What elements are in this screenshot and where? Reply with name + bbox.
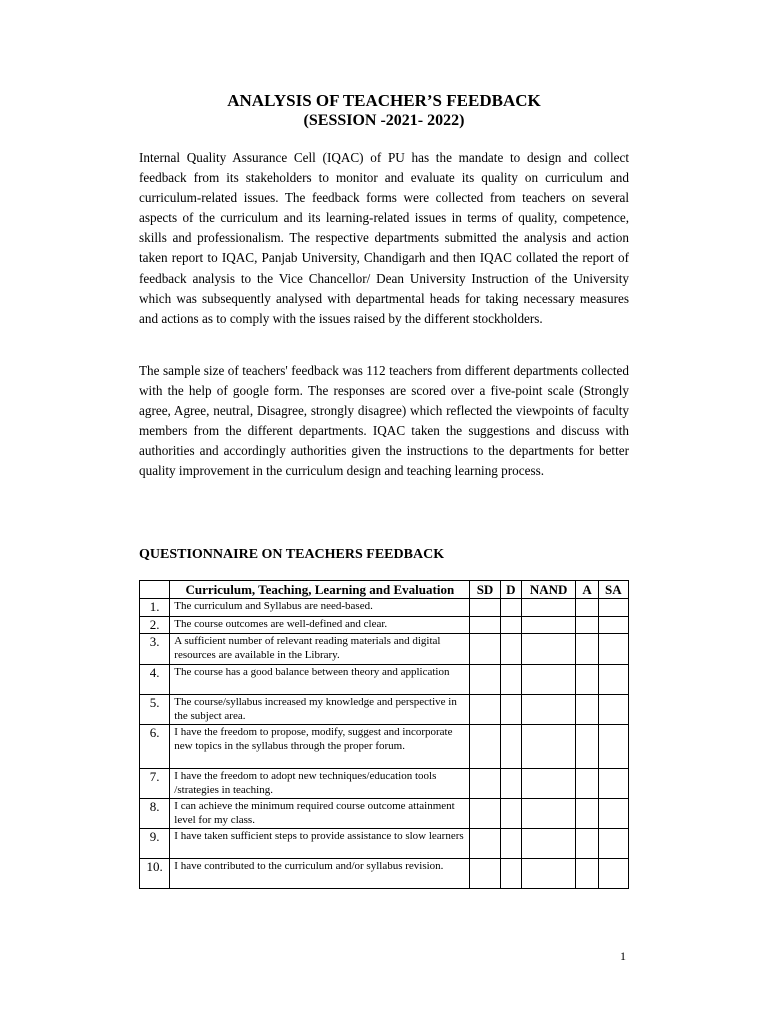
intro-paragraph: Internal Quality Assurance Cell (IQAC) of PU has the mandate to design and collect feedback from its stakeholders to monitor and evaluate its quality on curriculum and curriculum-related issues. The feedback forms were collected from teachers on several aspects of the curriculum and its learning-related issues in terms of quality, competence, skills and professionalism. The respective departments submitted the analysis and action taken report to IQAC, Panjab University, Chandigarh and then IQAC collated the report of feedback analysis to the Vice Chancellor/ Dean University Instruction of the University which was subsequently analysed with departmental heads for taking necessary measures and actions as to comply with the issues raised by the different stockholders. (139, 150, 629, 326)
page-number: 1 (620, 949, 626, 963)
rating-cell-sa[interactable] (598, 725, 628, 769)
rating-cell-sd[interactable] (470, 599, 500, 617)
questionnaire-body (140, 599, 629, 889)
rating-cell-sa[interactable] (598, 769, 628, 799)
row-number: 9. (140, 829, 170, 859)
rating-cell-nand[interactable] (521, 769, 576, 799)
row-number: 5. (140, 695, 170, 725)
table-row (140, 695, 629, 725)
sample-paragraph: The sample size of teachers' feedback was 112 teachers from different departments collected with the help of google form. The responses are scored over a five-point scale (Strongly agree, Agree, neutral, Disagree, strongly disagree) which reflected the viewpoints of faculty members from the different departments. IQAC taken the suggestions and discuss with authorities and accordingly authorities given the instructions to the departments for better quality improvement in the curriculum design and teaching learning process. (139, 363, 629, 479)
rating-cell-sd[interactable] (470, 859, 500, 889)
rating-cell-sa[interactable] (598, 859, 628, 889)
table-row (140, 617, 629, 634)
rating-cell-a[interactable] (576, 665, 598, 695)
row-statement: I have the freedom to propose, modify, suggest and incorporate new topics in the syllabus through the proper forum. (170, 725, 470, 769)
rating-cell-sd[interactable] (470, 829, 500, 859)
rating-cell-sd[interactable] (470, 617, 500, 634)
questionnaire-table (139, 580, 629, 889)
document-title: ANALYSIS OF TEACHER’S FEEDBACK (227, 91, 541, 110)
rating-cell-d[interactable] (500, 695, 521, 725)
rating-cell-a[interactable] (576, 634, 598, 665)
row-number: 10. (140, 859, 170, 889)
table-row (140, 859, 629, 889)
header-nand: NAND (521, 581, 576, 599)
rating-cell-a[interactable] (576, 695, 598, 725)
rating-cell-d[interactable] (500, 634, 521, 665)
row-statement: The course has a good balance between theory and application (170, 665, 470, 695)
rating-cell-a[interactable] (576, 769, 598, 799)
rating-cell-nand[interactable] (521, 634, 576, 665)
table-row (140, 829, 629, 859)
rating-cell-nand[interactable] (521, 665, 576, 695)
rating-cell-d[interactable] (500, 599, 521, 617)
rating-cell-d[interactable] (500, 799, 521, 829)
rating-cell-a[interactable] (576, 859, 598, 889)
row-statement: I have taken sufficient steps to provide assistance to slow learners (170, 829, 470, 859)
table-row (140, 799, 629, 829)
rating-cell-a[interactable] (576, 799, 598, 829)
row-statement: The course outcomes are well-defined and clear. (170, 617, 470, 634)
row-statement: The curriculum and Syllabus are need-based. (170, 599, 470, 617)
table-header-row (140, 581, 629, 599)
table-row (140, 634, 629, 665)
row-number: 1. (140, 599, 170, 617)
rating-cell-a[interactable] (576, 829, 598, 859)
header-statement: Curriculum, Teaching, Learning and Evaluation (170, 581, 470, 599)
table-row (140, 725, 629, 769)
rating-cell-sd[interactable] (470, 725, 500, 769)
rating-cell-sa[interactable] (598, 634, 628, 665)
rating-cell-sa[interactable] (598, 665, 628, 695)
rating-cell-sd[interactable] (470, 769, 500, 799)
rating-cell-sa[interactable] (598, 829, 628, 859)
header-a: A (576, 581, 598, 599)
header-sd: SD (470, 581, 500, 599)
row-number: 3. (140, 634, 170, 665)
rating-cell-nand[interactable] (521, 695, 576, 725)
rating-cell-nand[interactable] (521, 829, 576, 859)
rating-cell-d[interactable] (500, 617, 521, 634)
rating-cell-sd[interactable] (470, 695, 500, 725)
header-sa: SA (598, 581, 628, 599)
rating-cell-nand[interactable] (521, 725, 576, 769)
rating-cell-sd[interactable] (470, 665, 500, 695)
header-number (140, 581, 170, 599)
rating-cell-d[interactable] (500, 829, 521, 859)
rating-cell-a[interactable] (576, 599, 598, 617)
rating-cell-sd[interactable] (470, 634, 500, 665)
rating-cell-nand[interactable] (521, 599, 576, 617)
row-number: 2. (140, 617, 170, 634)
rating-cell-sa[interactable] (598, 617, 628, 634)
table-row (140, 665, 629, 695)
rating-cell-d[interactable] (500, 665, 521, 695)
rating-cell-d[interactable] (500, 769, 521, 799)
rating-cell-d[interactable] (500, 859, 521, 889)
row-statement: I have the freedom to adopt new techniques/education tools /strategies in teaching. (170, 769, 470, 799)
row-statement: I have contributed to the curriculum and/or syllabus revision. (170, 859, 470, 889)
row-statement: I can achieve the minimum required course outcome attainment level for my class. (170, 799, 470, 829)
questionnaire-heading: QUESTIONNAIRE ON TEACHERS FEEDBACK (139, 547, 445, 562)
row-number: 7. (140, 769, 170, 799)
rating-cell-nand[interactable] (521, 799, 576, 829)
rating-cell-nand[interactable] (521, 617, 576, 634)
rating-cell-nand[interactable] (521, 859, 576, 889)
rating-cell-sa[interactable] (598, 799, 628, 829)
row-number: 4. (140, 665, 170, 695)
rating-cell-sd[interactable] (470, 799, 500, 829)
row-statement: The course/syllabus increased my knowledge and perspective in the subject area. (170, 695, 470, 725)
rating-cell-a[interactable] (576, 617, 598, 634)
table-row (140, 769, 629, 799)
row-number: 6. (140, 725, 170, 769)
rating-cell-sa[interactable] (598, 695, 628, 725)
table-row (140, 599, 629, 617)
rating-cell-a[interactable] (576, 725, 598, 769)
row-number: 8. (140, 799, 170, 829)
document-subtitle: (SESSION -2021- 2022) (303, 112, 465, 129)
header-d: D (500, 581, 521, 599)
rating-cell-sa[interactable] (598, 599, 628, 617)
row-statement: A sufficient number of relevant reading materials and digital resources are available in the Library. (170, 634, 470, 665)
rating-cell-d[interactable] (500, 725, 521, 769)
